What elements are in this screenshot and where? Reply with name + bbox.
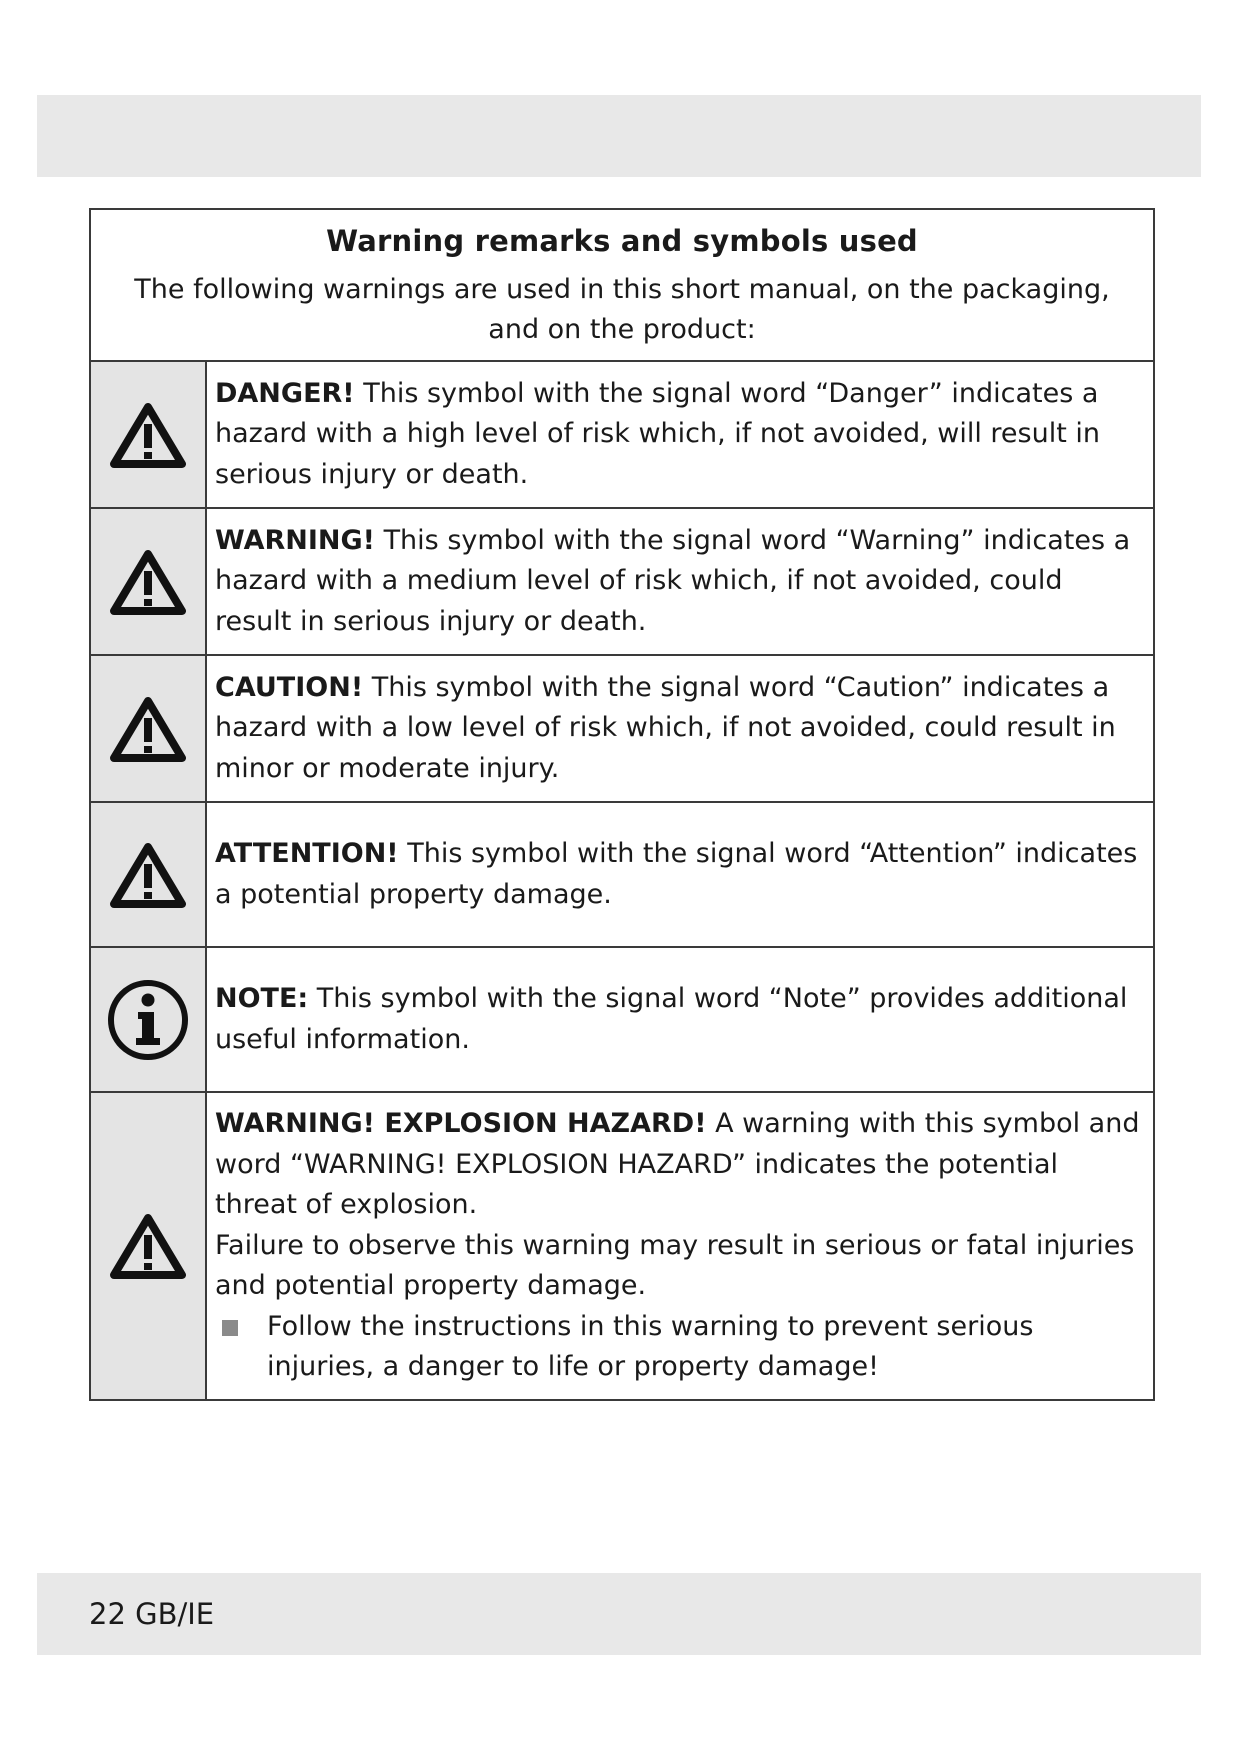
table-header-cell	[90, 209, 1154, 361]
description: This symbol with the signal word “Caution” indicates a hazard with a low level of risk which, if not avoided, could result in minor or moderate injury.	[215, 671, 1116, 784]
signal-word: ATTENTION!	[215, 838, 399, 869]
table-title: Warning remarks and symbols used	[326, 224, 918, 258]
text-cell	[206, 361, 1154, 508]
table-intro: The following warnings are used in this short manual, on the packaging, and on the product:	[134, 274, 1110, 345]
icon-cell	[90, 1092, 206, 1400]
description: This symbol with the signal word “Warning” indicates a hazard with a medium level of risk which, if not avoided, could result in serious injury or death.	[215, 524, 1131, 637]
warning-symbols-table	[89, 208, 1155, 1401]
text-cell	[206, 655, 1154, 802]
page-number: 22 GB/IE	[89, 1597, 215, 1631]
signal-word: CAUTION!	[215, 671, 364, 703]
table-row-explosion	[90, 1092, 1154, 1400]
table-row-warning	[90, 508, 1154, 655]
explosion-paragraph	[215, 1104, 1141, 1226]
text-cell	[206, 802, 1154, 947]
warning-triangle-icon	[110, 842, 186, 908]
description: This symbol with the signal word “Note” provides additional useful information.	[215, 983, 1128, 1055]
text-cell	[206, 947, 1154, 1092]
signal-word: NOTE:	[215, 983, 309, 1014]
info-circle-icon	[106, 978, 190, 1062]
warning-triangle-icon	[110, 549, 186, 615]
header-band	[37, 95, 1201, 177]
table-row-danger	[90, 361, 1154, 508]
signal-word: WARNING!	[215, 524, 375, 556]
description: This symbol with the signal word “Attention” indicates a potential property damage.	[215, 838, 1138, 910]
table-row-caution	[90, 655, 1154, 802]
icon-cell	[90, 361, 206, 508]
table-row-note	[90, 947, 1154, 1092]
warning-triangle-icon	[110, 1213, 186, 1279]
list-item	[215, 1307, 1141, 1388]
bullet-square-icon	[222, 1320, 238, 1336]
footer-band	[37, 1573, 1201, 1655]
table-row-attention	[90, 802, 1154, 947]
description: A warning with this symbol and word “WARNING! EXPLOSION HAZARD” indicates the potential threat of explosion.	[215, 1108, 1140, 1221]
description: This symbol with the signal word “Danger” indicates a hazard with a high level of risk which, if not avoided, will result in serious injury or death.	[215, 377, 1101, 490]
icon-cell	[90, 802, 206, 947]
signal-word: WARNING! EXPLOSION HAZARD!	[215, 1108, 707, 1140]
icon-cell	[90, 655, 206, 802]
table-header-row	[90, 209, 1154, 361]
text-cell	[206, 508, 1154, 655]
consequence-paragraph: Failure to observe this warning may result in serious or fatal injuries and potential property damage.	[215, 1229, 1135, 1302]
warning-triangle-icon	[110, 402, 186, 468]
text-cell	[206, 1092, 1154, 1400]
icon-cell	[90, 947, 206, 1092]
warning-triangle-icon	[110, 696, 186, 762]
bullet-text: Follow the instructions in this warning to prevent serious injuries, a danger to life or property damage!	[267, 1310, 1034, 1383]
signal-word: DANGER!	[215, 377, 355, 409]
icon-cell	[90, 508, 206, 655]
